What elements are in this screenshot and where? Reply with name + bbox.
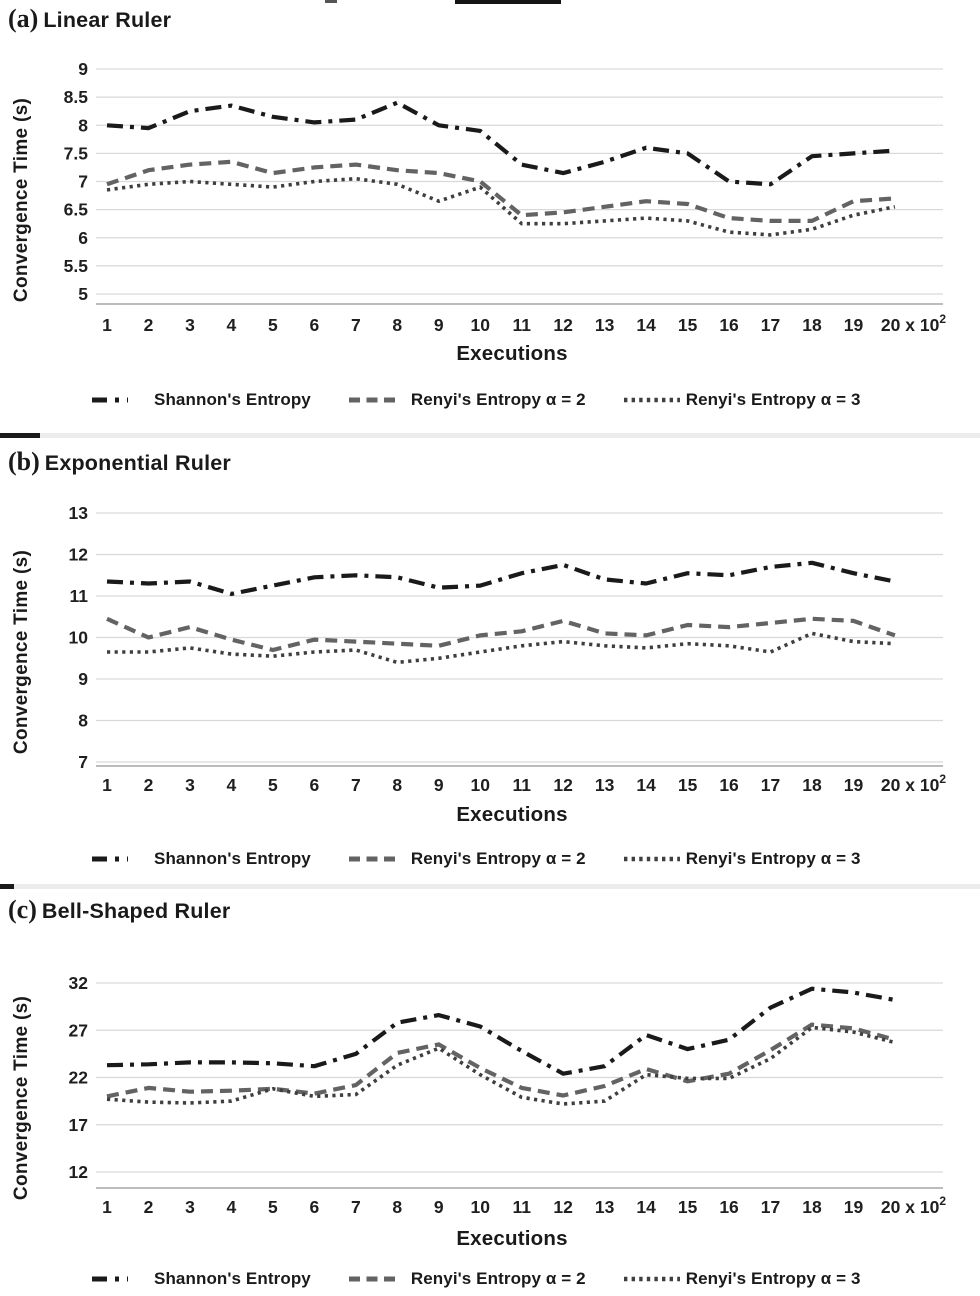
legend-line-sample-dash-dot-icon xyxy=(92,1273,148,1285)
x-tick-label: 7 xyxy=(350,1197,361,1217)
x-tick-label: 5 xyxy=(268,315,278,335)
x-tick-label: 19 xyxy=(843,775,864,795)
x-tick-label: 20 x $10^2$ xyxy=(880,312,947,335)
legend-item xyxy=(349,849,586,869)
y-tick-label: 10 xyxy=(68,627,88,648)
legend-line-sample-dash-dot-icon xyxy=(92,853,148,865)
x-tick-label: 18 xyxy=(802,1197,822,1217)
legend xyxy=(0,383,980,417)
x-tick-label: 9 xyxy=(433,1197,444,1217)
y-tick-label: 12 xyxy=(68,1162,88,1182)
x-tick-label: 13 xyxy=(594,775,615,795)
x-tick-label: 6 xyxy=(309,315,320,335)
x-tick-label: 12 xyxy=(553,1197,573,1217)
x-tick-label: 10 xyxy=(470,315,490,335)
legend-label: Renyi's Entropy α = 3 xyxy=(685,390,861,409)
panel-linear-ruler xyxy=(0,2,980,417)
y-tick-label: 8.5 xyxy=(63,87,88,108)
panel-exponential-ruler xyxy=(0,445,980,876)
x-tick-label: 6 xyxy=(309,1197,320,1217)
y-tick-label: 12 xyxy=(68,544,88,565)
legend-item xyxy=(624,390,861,410)
y-tick-label: 27 xyxy=(68,1020,88,1041)
panel-name: Bell-Shaped Ruler xyxy=(41,899,231,923)
y-tick-label: 7.5 xyxy=(63,143,88,164)
x-tick-label: 16 xyxy=(719,1197,739,1217)
legend-label: Renyi's Entropy α = 3 xyxy=(685,849,861,868)
x-tick-label: 12 xyxy=(553,775,573,795)
y-tick-label: 22 xyxy=(68,1067,88,1088)
y-tick-label: 6.5 xyxy=(63,199,88,220)
x-tick-label: 16 xyxy=(719,775,739,795)
panel-title xyxy=(8,2,980,36)
y-tick-label: 13 xyxy=(68,505,88,523)
legend-item xyxy=(92,390,311,410)
x-tick-label: 5 xyxy=(268,1197,278,1217)
legend-item xyxy=(624,849,861,869)
x-tick-label: 8 xyxy=(392,775,403,795)
x-tick-label: 7 xyxy=(350,775,361,795)
x-tick-label: 4 xyxy=(226,775,237,795)
panel-letter: (a) xyxy=(8,4,39,33)
x-tick-label: 1 xyxy=(102,315,112,335)
y-tick-label: 17 xyxy=(68,1114,88,1135)
x-tick-label: 13 xyxy=(594,1197,615,1217)
x-tick-label: 12 xyxy=(553,315,573,335)
x-tick-label: 19 xyxy=(843,315,864,335)
x-tick-label: 15 xyxy=(677,315,698,335)
legend-line-sample-dotted-icon xyxy=(624,853,680,865)
y-tick-label: 11 xyxy=(69,586,88,606)
x-tick-label: 14 xyxy=(636,775,656,795)
legend-line-sample-dashed-icon xyxy=(349,1273,405,1285)
series-line-dotted xyxy=(107,179,895,235)
x-tick-label: 17 xyxy=(760,775,781,795)
x-tick-label: 2 xyxy=(143,1197,154,1217)
x-tick-label: 6 xyxy=(309,775,320,795)
panel-title xyxy=(8,445,980,479)
series-line-dash-dot xyxy=(107,103,895,185)
panel-title xyxy=(8,893,980,927)
legend-label: Renyi's Entropy α = 2 xyxy=(410,849,586,868)
x-axis-title: Executions xyxy=(456,1227,568,1250)
x-tick-label: 19 xyxy=(843,1197,864,1217)
legend-item xyxy=(349,390,586,410)
y-tick-label: 7 xyxy=(78,752,88,772)
x-tick-label: 8 xyxy=(392,315,403,335)
legend-item xyxy=(624,1269,861,1289)
divider-cap xyxy=(0,884,14,889)
x-tick-label: 14 xyxy=(636,315,656,335)
line-chart-exponential-ruler xyxy=(44,505,980,798)
x-tick-label: 20 x $10^2$ xyxy=(880,772,947,795)
x-tick-label: 17 xyxy=(760,1197,781,1217)
legend-label: Renyi's Entropy α = 2 xyxy=(410,390,586,409)
y-tick-label: 8 xyxy=(78,710,88,731)
x-tick-label: 10 xyxy=(470,775,490,795)
x-tick-label: 11 xyxy=(512,315,531,335)
y-tick-label: 32 xyxy=(68,975,88,993)
y-axis-title: Convergence Time (s) xyxy=(11,549,32,754)
series-line-dash-dot xyxy=(107,563,895,594)
y-tick-label: 8 xyxy=(78,115,88,136)
x-tick-label: 15 xyxy=(677,775,698,795)
legend-line-sample-dotted-icon xyxy=(624,394,680,406)
x-tick-label: 17 xyxy=(760,315,781,335)
series-line-dashed xyxy=(107,162,895,221)
chart-area xyxy=(0,505,980,798)
x-tick-label: 1 xyxy=(102,1197,112,1217)
y-tick-label: 9 xyxy=(78,669,88,689)
x-tick-label: 11 xyxy=(512,775,531,795)
x-tick-label: 18 xyxy=(802,315,822,335)
panel-bell-shaped-ruler xyxy=(0,893,980,1296)
x-tick-label: 7 xyxy=(350,315,361,335)
y-tick-label: 9 xyxy=(78,61,88,79)
y-axis-title: Convergence Time (s) xyxy=(11,995,32,1200)
x-axis-title: Executions xyxy=(456,803,568,826)
panel-name: Linear Ruler xyxy=(43,8,172,32)
y-axis-title: Convergence Time (s) xyxy=(11,97,32,303)
x-tick-label: 3 xyxy=(185,775,195,795)
x-tick-label: 9 xyxy=(433,775,444,795)
legend-item xyxy=(349,1269,586,1289)
legend-label: Renyi's Entropy α = 3 xyxy=(685,1269,861,1288)
x-tick-label: 8 xyxy=(392,1197,403,1217)
panel-divider xyxy=(0,884,980,889)
legend-label: Shannon's Entropy xyxy=(154,849,311,868)
y-tick-label: 7 xyxy=(78,171,88,192)
y-tick-label: 5 xyxy=(78,284,88,304)
chart-area xyxy=(0,975,980,1220)
series-line-dashed xyxy=(107,619,895,650)
series-line-dash-dot xyxy=(107,989,895,1074)
legend-label: Shannon's Entropy xyxy=(154,1269,311,1288)
chart-area xyxy=(0,61,980,339)
panel-letter: (b) xyxy=(8,447,40,476)
line-chart-linear-ruler xyxy=(44,61,980,339)
legend-line-sample-dash-dot-icon xyxy=(92,394,148,406)
x-tick-exponent: 2 xyxy=(939,312,947,326)
x-tick-label: 3 xyxy=(185,315,195,335)
y-tick-label: 6 xyxy=(78,227,88,248)
x-tick-label: 11 xyxy=(512,1197,531,1217)
x-tick-label: 14 xyxy=(636,1197,656,1217)
x-tick-exponent: 2 xyxy=(939,1194,947,1208)
legend-item xyxy=(92,849,311,869)
x-tick-label: 9 xyxy=(433,315,444,335)
x-tick-label: 2 xyxy=(143,315,154,335)
x-tick-label: 1 xyxy=(102,775,112,795)
x-tick-label: 10 xyxy=(470,1197,490,1217)
line-chart-bell-shaped-ruler xyxy=(44,975,980,1220)
legend xyxy=(0,1262,980,1296)
legend-label: Shannon's Entropy xyxy=(154,390,311,409)
x-tick-label: 4 xyxy=(226,315,237,335)
panel-letter: (c) xyxy=(8,895,37,924)
x-tick-label: 13 xyxy=(594,315,615,335)
legend-line-sample-dashed-icon xyxy=(349,394,405,406)
legend-line-sample-dotted-icon xyxy=(624,1273,680,1285)
x-tick-label: 4 xyxy=(226,1197,237,1217)
panel-divider xyxy=(0,433,980,438)
legend-label: Renyi's Entropy α = 2 xyxy=(410,1269,586,1288)
x-axis-title: Executions xyxy=(456,342,568,365)
y-tick-label: 5.5 xyxy=(63,255,88,276)
x-tick-label: 3 xyxy=(185,1197,195,1217)
panel-name: Exponential Ruler xyxy=(44,451,231,475)
x-tick-label: 2 xyxy=(143,775,154,795)
x-tick-label: 18 xyxy=(802,775,822,795)
divider-cap xyxy=(0,433,40,438)
legend-line-sample-dashed-icon xyxy=(349,853,405,865)
x-tick-label: 5 xyxy=(268,775,278,795)
x-tick-label: 16 xyxy=(719,315,739,335)
legend xyxy=(0,842,980,876)
legend-item xyxy=(92,1269,311,1289)
x-tick-exponent: 2 xyxy=(939,772,947,786)
x-tick-label: 15 xyxy=(677,1197,698,1217)
x-tick-label: 20 x $10^2$ xyxy=(880,1194,947,1217)
